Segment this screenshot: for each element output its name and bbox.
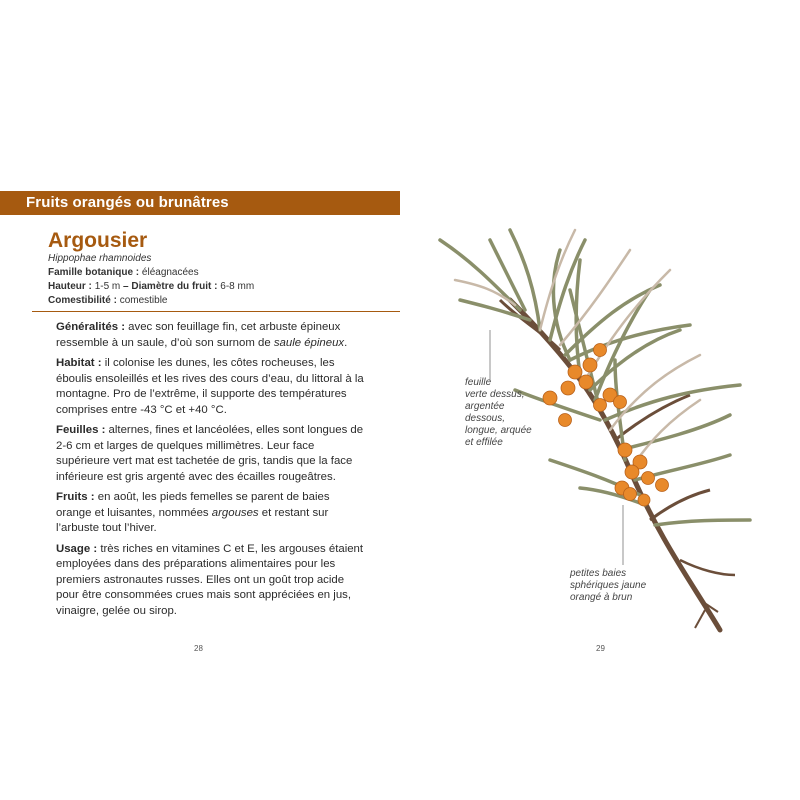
berry [618,443,632,457]
family-line [48,266,199,280]
diameter-label: Diamètre du fruit : [131,281,218,292]
paragraph-habitat [56,356,368,418]
paragraph-text: avec son feuillage fin, cet arbuste épineux ressemble à un saule, d’où son surnom de [56,321,341,349]
annotation-leaf [465,377,575,449]
description-body [56,320,368,624]
species-title: Argousier [48,229,148,252]
height-line [48,280,254,294]
page-number-left: 28 [194,644,203,653]
paragraph-fruits [56,490,368,537]
berry [614,396,627,409]
annotation-line: petites baies [570,568,627,579]
berry [656,479,669,492]
annotation-line: verte dessus, [465,389,525,400]
separator: – [120,281,132,292]
height-value: 1-5 m [94,281,121,292]
paragraph-label: Feuilles : [56,424,106,436]
branch [680,560,735,575]
paragraph-text: en août, les pieds femelles se parent de baies orange et luisantes, nommées [56,491,330,519]
edibility-value: comestible [119,295,168,306]
berry [579,375,593,389]
paragraph-usage [56,542,368,620]
section-banner-title: Fruits orangés ou brunâtres [26,194,229,211]
berry [624,488,637,501]
annotation-line: sphériques jaune [570,580,647,591]
paragraph-text: . [344,336,348,349]
branch [650,490,710,520]
berry [583,358,597,372]
paragraph-italic: saule épineux [273,336,345,349]
family-label: Famille botanique : [48,267,140,278]
paragraph-text: alternes, fines et lancéolées, elles sont longues de 2-6 cm et larges de quelques millimètres. Leur face supérieure vert mat est tachetée de gris, tandis que la face inférieure est gris argenté avec des écailles rougeâtres. [56,424,364,483]
annotation-line: argentée [465,401,505,412]
annotation-line: et effilée [465,437,503,448]
paragraph-label: Généralités : [56,321,126,333]
berry [638,494,650,506]
leaf [655,520,750,525]
paragraph-italic: argouses [211,506,259,519]
paragraph-feuilles [56,423,368,485]
family-value: éléagnacées [141,267,199,278]
edibility-label: Comestibilité : [48,295,117,306]
paragraph-text: très riches en vitamines C et E, les argouses étaient employées dans des préparations alimentaires pour les premiers astronautes russes. Elles ont un goût trop acide pour être consommées crues mais sont appréciées en jus, vinaigre, gelée ou sirop. [56,542,364,617]
height-label: Hauteur : [48,281,92,292]
page-number-right: 29 [596,644,605,653]
paragraph-generalites [56,320,368,351]
edibility-line [48,294,168,308]
berry [594,344,607,357]
sea-buckthorn-illustration [400,0,800,800]
diameter-value: 6-8 mm [220,281,255,292]
paragraph-label: Usage : [56,542,98,555]
latin-name: Hippophae rhamnoides [48,253,152,264]
thorn [695,610,705,628]
header-divider [32,311,400,312]
annotation-line: longue, arquée [465,425,532,436]
branch [500,300,560,350]
berry [594,399,607,412]
annotation-line: feuille [465,377,492,388]
right-page [400,0,800,800]
annotation-line: orangé à brun [570,592,633,603]
paragraph-text: et restant sur l’arbuste tout l’hiver. [56,506,329,534]
berry [625,465,639,479]
paragraph-label: Fruits : [56,491,95,503]
berry [642,472,655,485]
paragraph-text: il colonise les dunes, les côtes rocheuses, les éboulis ensoleillés et les rives des cours d’eau, du littoral à la montagne. Pro de l’extrême, il supporte des températures comprises entre -43 °C et +40 °C. [56,357,364,416]
annotation-line: dessous, [465,413,506,424]
paragraph-label: Habitat : [56,357,102,369]
section-banner [0,191,400,215]
annotation-berries [570,568,680,604]
